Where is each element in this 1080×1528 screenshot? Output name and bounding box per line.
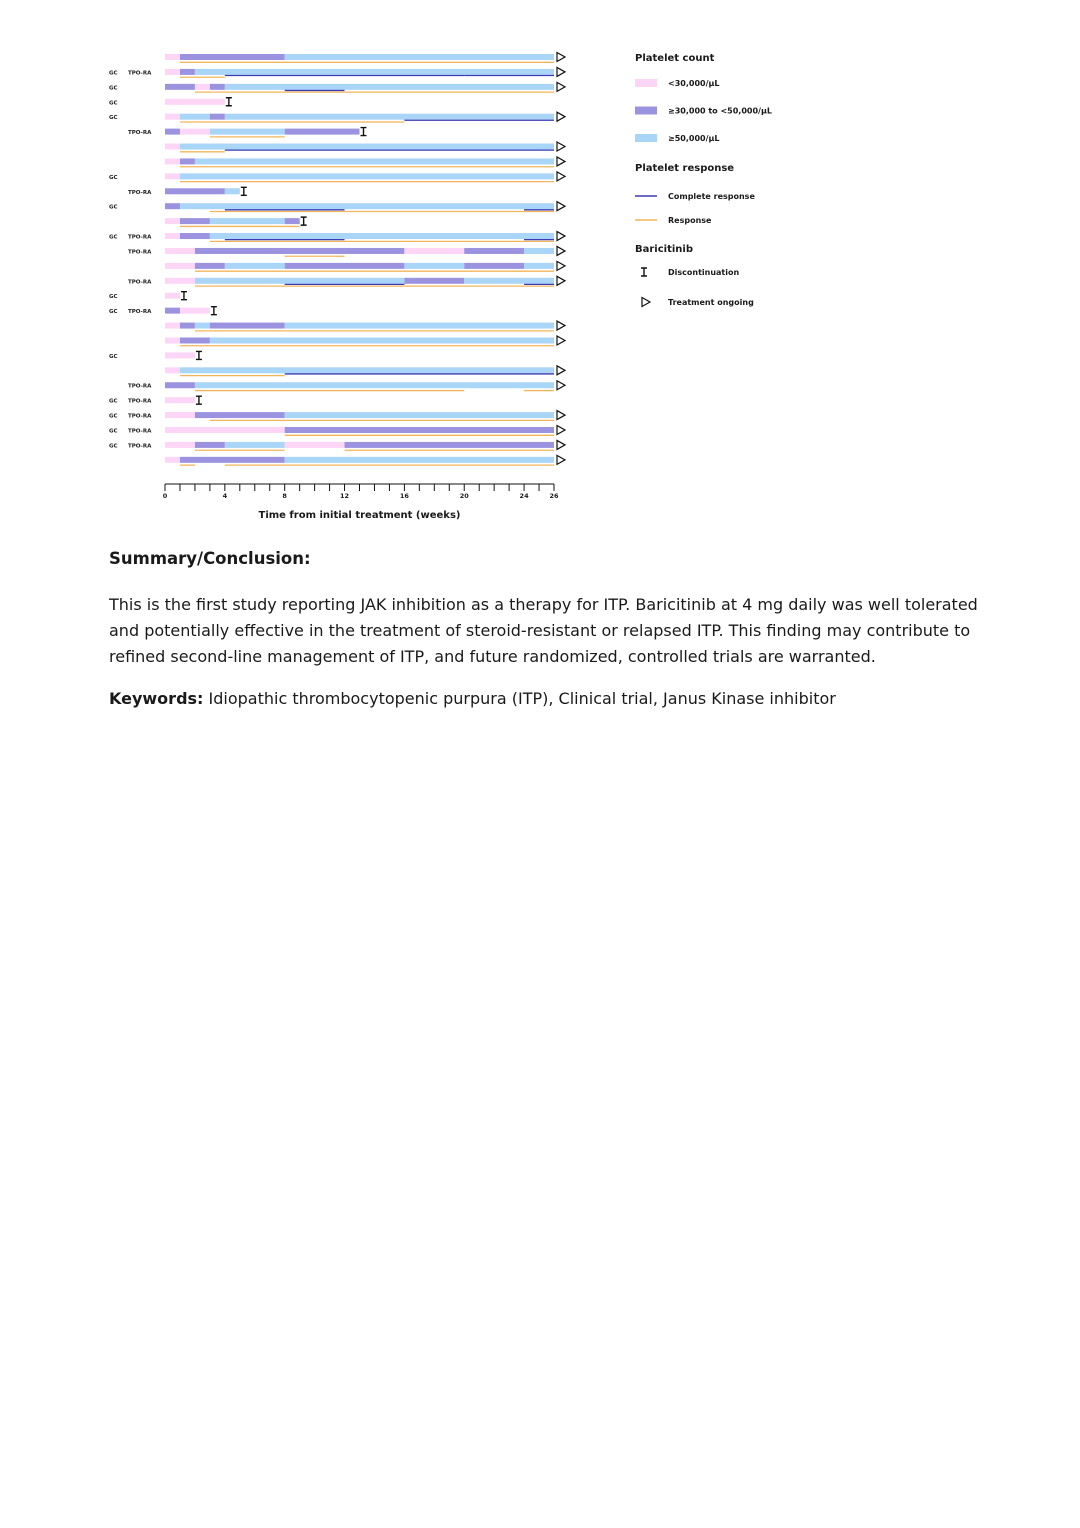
row-label-tpo-ra: TPO-RA — [128, 249, 152, 256]
row-label-gc: GC — [109, 70, 118, 77]
platelet-segment-mid — [464, 248, 524, 254]
platelet-segment-mid — [165, 382, 195, 388]
legend-swatch-ge50 — [635, 134, 657, 142]
platelet-segment-lt30 — [165, 173, 180, 179]
platelet-segment-ge50 — [210, 337, 554, 343]
platelet-segment-ge50 — [195, 323, 210, 329]
platelet-segment-ge50 — [464, 278, 554, 284]
legend-title-baricitinib: Baricitinib — [635, 244, 693, 255]
row-label-tpo-ra: TPO-RA — [128, 443, 152, 450]
platelet-segment-mid — [210, 84, 225, 90]
platelet-segment-mid — [195, 412, 285, 418]
treatment-ongoing-marker — [557, 112, 565, 121]
summary-paragraph: This is the first study reporting JAK inhibition as a therapy for ITP. Baricitinib at 4 mg daily was well tolerated and potentially effective in the treatment of steroid-resistant or relapsed ITP. This finding may contribute to refined second-line management of ITP, and future randomized, controlled trials are warranted. — [109, 595, 978, 666]
row-label-tpo-ra: TPO-RA — [128, 279, 152, 286]
platelet-segment-mid — [180, 69, 195, 75]
discontinuation-marker — [181, 292, 187, 300]
row-label-tpo-ra: TPO-RA — [128, 130, 152, 137]
discontinuation-marker — [226, 98, 232, 106]
platelet-segment-mid — [165, 188, 225, 194]
platelet-segment-mid — [285, 427, 554, 433]
platelet-segment-mid — [345, 442, 554, 448]
row-label-gc: GC — [109, 294, 118, 301]
treatment-ongoing-marker — [557, 202, 565, 211]
summary-heading: Summary/Conclusion: — [109, 549, 311, 568]
treatment-ongoing-marker — [557, 321, 565, 330]
platelet-segment-mid — [195, 442, 225, 448]
treatment-ongoing-marker — [557, 142, 565, 151]
platelet-segment-lt30 — [180, 308, 210, 314]
row-label-gc: GC — [109, 413, 118, 420]
x-tick-label: 16 — [399, 492, 409, 500]
row-label-gc: GC — [109, 309, 118, 316]
platelet-segment-lt30 — [165, 367, 180, 373]
row-label-gc: GC — [109, 85, 118, 92]
treatment-ongoing-marker — [557, 232, 565, 241]
x-tick-label: 26 — [549, 492, 559, 500]
platelet-segment-mid — [165, 84, 195, 90]
legend-discontinuation-symbol — [641, 268, 647, 276]
discontinuation-marker — [241, 187, 247, 195]
row-label-gc: GC — [109, 100, 118, 107]
legend-title-platelet-response: Platelet response — [635, 163, 735, 174]
keywords-label: Keywords: — [109, 689, 204, 708]
platelet-segment-ge50 — [180, 144, 554, 150]
platelet-segment-ge50 — [195, 382, 554, 388]
legend-label-ge50: ≥50,000/µL — [668, 134, 720, 143]
row-label-gc: GC — [109, 115, 118, 122]
platelet-segment-lt30 — [195, 84, 210, 90]
x-tick-label: 20 — [459, 492, 469, 500]
treatment-ongoing-marker — [557, 336, 565, 345]
row-label-tpo-ra: TPO-RA — [128, 70, 152, 77]
platelet-segment-mid — [180, 337, 210, 343]
platelet-segment-ge50 — [285, 412, 554, 418]
platelet-segment-lt30 — [165, 427, 285, 433]
platelet-segment-mid — [210, 323, 285, 329]
row-label-tpo-ra: TPO-RA — [128, 398, 152, 405]
x-tick-label: 4 — [222, 492, 228, 500]
row-label-gc: GC — [109, 174, 118, 181]
row-label-gc: GC — [109, 353, 118, 360]
x-tick-label: 0 — [162, 492, 168, 500]
platelet-segment-ge50 — [210, 218, 285, 224]
platelet-segment-ge50 — [524, 263, 554, 269]
platelet-segment-ge50 — [195, 278, 404, 284]
keywords-text: Idiopathic thrombocytopenic purpura (ITP), Clinical trial, Janus Kinase inhibitor — [208, 689, 836, 708]
x-axis-title: Time from initial treatment (weeks) — [258, 510, 461, 521]
platelet-segment-lt30 — [165, 352, 195, 358]
platelet-segment-mid — [210, 114, 225, 120]
x-tick-label: 8 — [282, 492, 287, 500]
legend-swatch-mid — [635, 107, 657, 115]
platelet-segment-ge50 — [524, 248, 554, 254]
platelet-segment-mid — [165, 203, 180, 209]
legend-label-complete_response: Complete response — [668, 192, 755, 201]
platelet-segment-ge50 — [225, 442, 285, 448]
row-label-tpo-ra: TPO-RA — [128, 189, 152, 196]
platelet-segment-ge50 — [180, 203, 554, 209]
treatment-ongoing-marker — [557, 172, 565, 181]
row-label-tpo-ra: TPO-RA — [128, 383, 152, 390]
treatment-ongoing-marker — [557, 67, 565, 76]
platelet-segment-lt30 — [165, 99, 225, 105]
platelet-segment-mid — [285, 263, 405, 269]
platelet-segment-mid — [195, 248, 404, 254]
platelet-segment-lt30 — [165, 293, 180, 299]
platelet-segment-lt30 — [165, 337, 180, 343]
legend-label-response: Response — [668, 216, 712, 225]
platelet-segment-lt30 — [165, 397, 195, 403]
treatment-ongoing-marker — [557, 381, 565, 390]
legend-label-discontinuation: Discontinuation — [668, 268, 740, 277]
discontinuation-marker — [211, 307, 217, 315]
row-label-tpo-ra: TPO-RA — [128, 309, 152, 316]
treatment-ongoing-marker — [557, 440, 565, 449]
platelet-segment-ge50 — [195, 69, 554, 75]
row-label-gc: GC — [109, 428, 118, 435]
platelet-segment-lt30 — [165, 114, 180, 120]
legend-swatch-lt30 — [635, 79, 657, 87]
row-label-tpo-ra: TPO-RA — [128, 428, 152, 435]
treatment-ongoing-marker — [557, 53, 565, 62]
x-tick-label: 24 — [519, 492, 529, 500]
platelet-segment-mid — [180, 54, 285, 60]
platelet-segment-ge50 — [180, 367, 554, 373]
row-label-gc: GC — [109, 234, 118, 241]
platelet-segment-ge50 — [285, 54, 554, 60]
platelet-segment-mid — [165, 308, 180, 314]
platelet-segment-lt30 — [165, 218, 180, 224]
row-label-gc: GC — [109, 204, 118, 211]
discontinuation-marker — [196, 396, 202, 404]
platelet-segment-ge50 — [180, 114, 210, 120]
platelet-segment-lt30 — [180, 129, 210, 135]
platelet-segment-mid — [285, 129, 360, 135]
treatment-ongoing-marker — [557, 82, 565, 91]
platelet-segment-mid — [180, 323, 195, 329]
treatment-ongoing-marker — [557, 261, 565, 270]
platelet-segment-ge50 — [404, 263, 464, 269]
platelet-segment-lt30 — [165, 69, 180, 75]
platelet-segment-mid — [285, 218, 300, 224]
treatment-ongoing-marker — [557, 246, 565, 255]
platelet-segment-lt30 — [165, 278, 195, 284]
platelet-segment-lt30 — [165, 54, 180, 60]
row-label-gc: GC — [109, 398, 118, 405]
platelet-segment-lt30 — [404, 248, 464, 254]
row-label-gc: GC — [109, 443, 118, 450]
discontinuation-marker — [196, 351, 202, 359]
legend-label-mid: ≥30,000 to <50,000/µL — [668, 106, 772, 116]
legend-label-treatment-ongoing: Treatment ongoing — [668, 298, 754, 307]
keywords-line — [109, 688, 836, 710]
platelet-segment-mid — [195, 263, 225, 269]
platelet-segment-ge50 — [210, 129, 285, 135]
platelet-segment-ge50 — [195, 158, 554, 164]
row-label-tpo-ra: TPO-RA — [128, 234, 152, 241]
legend-title-platelet-count: Platelet count — [635, 53, 715, 64]
platelet-segment-mid — [180, 233, 210, 239]
platelet-segment-lt30 — [165, 144, 180, 150]
legend-treatment-ongoing-symbol — [642, 298, 650, 307]
platelet-segment-ge50 — [180, 173, 554, 179]
platelet-segment-lt30 — [165, 263, 195, 269]
platelet-segment-ge50 — [210, 233, 554, 239]
platelet-segment-mid — [464, 263, 524, 269]
platelet-segment-mid — [180, 158, 195, 164]
platelet-segment-ge50 — [285, 457, 554, 463]
platelet-segment-ge50 — [225, 84, 554, 90]
platelet-segment-lt30 — [165, 158, 180, 164]
platelet-segment-ge50 — [225, 188, 240, 194]
treatment-ongoing-marker — [557, 366, 565, 375]
platelet-segment-lt30 — [165, 457, 180, 463]
platelet-segment-ge50 — [285, 323, 554, 329]
platelet-segment-mid — [180, 218, 210, 224]
platelet-segment-mid — [404, 278, 464, 284]
swimmer-plot-figure — [0, 0, 1080, 530]
platelet-segment-lt30 — [165, 323, 180, 329]
treatment-ongoing-marker — [557, 411, 565, 420]
platelet-segment-mid — [180, 457, 285, 463]
discontinuation-marker — [301, 217, 307, 225]
platelet-segment-lt30 — [165, 442, 195, 448]
treatment-ongoing-marker — [557, 276, 565, 285]
treatment-ongoing-marker — [557, 455, 565, 464]
platelet-segment-lt30 — [165, 233, 180, 239]
platelet-segment-lt30 — [165, 412, 195, 418]
platelet-segment-ge50 — [225, 114, 554, 120]
platelet-segment-ge50 — [225, 263, 285, 269]
platelet-segment-lt30 — [165, 248, 195, 254]
row-label-tpo-ra: TPO-RA — [128, 413, 152, 420]
discontinuation-marker — [361, 128, 367, 136]
x-tick-label: 12 — [340, 492, 350, 500]
treatment-ongoing-marker — [557, 426, 565, 435]
platelet-segment-lt30 — [285, 442, 345, 448]
platelet-segment-mid — [165, 129, 180, 135]
legend-label-lt30: <30,000/µL — [668, 79, 720, 88]
treatment-ongoing-marker — [557, 157, 565, 166]
